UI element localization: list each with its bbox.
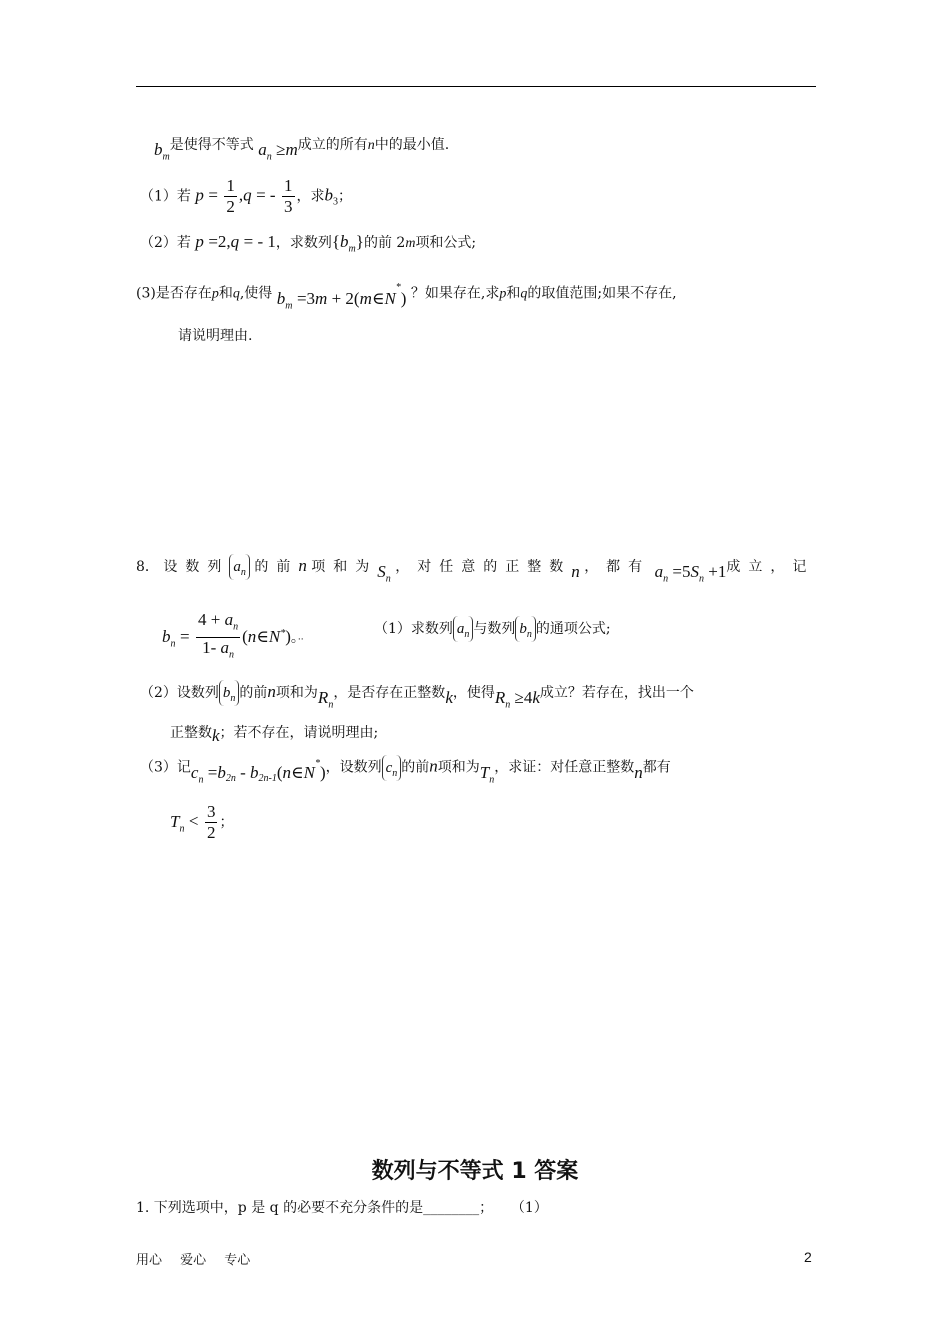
page-number: 2 (804, 1249, 812, 1265)
answer-title: 数列与不等式 1 答案 (371, 1159, 579, 1184)
q7-part3: (3)是否存在p和q,使得 $b_m =3m$ + 2(m∈N*) ？如果存在,求p和q的取值范围;如果不存在, (136, 282, 677, 312)
answer-q1: 1. 下列选项中，p 是 q 的必要不充分条件的是________； （1） (136, 1200, 548, 1216)
q7-part1: （1）若 p = $\frac{1}{2}$ ,q = - $\frac{1}{3}$ ，求$b_3$； (140, 176, 353, 216)
q7-bm-definition: $b_m$是使得不等式 $a_n \ge m$成立的所有n中的最小值. (154, 137, 450, 163)
q7-part3-line2: 请说明理由. (178, 328, 253, 344)
q7-part2: （2）若 p =2,q = - 1，求数列$\{b_m\}$的前 2m项和公式; (140, 232, 477, 255)
q8-part1: （1）求数列 $a_n$ 与数列 $b_n$ 的通项公式; (374, 616, 611, 642)
q8-part3-inequality: $T_n$ < $\frac{3}{2}$ ； (170, 802, 234, 842)
header-rule (136, 86, 816, 87)
q8-part2: （2）设数列 $b_n$ 的前n项和为$R_n$，是否存在正整数k，使得$R_n \ge 4k$成立？若存在，找出一个 (140, 682, 694, 711)
footer-slogan: 用心 爱心 专心 (136, 1253, 251, 1268)
q8-part3: （3）记$c_n =b_{2n}$ - $b_{2n-1}(n\in N^*)$，设数列 $c_n$ 的前n项和为$T_n$，求证：对任意正整数n都有 (140, 756, 671, 786)
q8-part2-line2: 正整数k；若不存在，请说明理由; (170, 725, 379, 745)
q8-intro: 8． 设数列 $a_n$ 的前n 项和为$S_n$ ，对任意的正整数n ，都有 $a_n =5S_n +1$成立，记 (136, 556, 815, 585)
q8-bn-definition: $b_n$ = $\frac{4 + a_n}{1- a_n}$ (n∈N*)。·· (162, 610, 304, 661)
